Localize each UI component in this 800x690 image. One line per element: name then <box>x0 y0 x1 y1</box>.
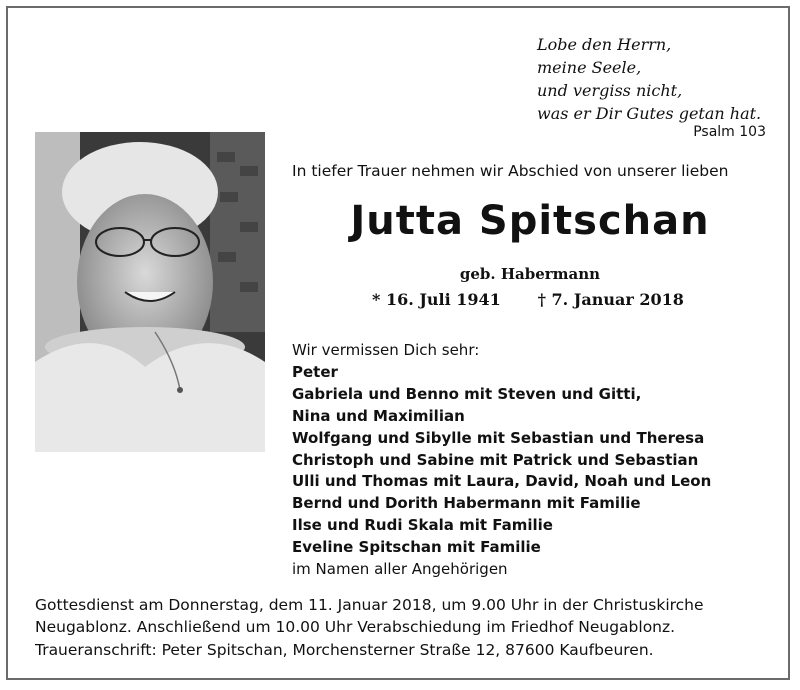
verse-line: Lobe den Herrn, <box>537 35 672 54</box>
mourning-address: Traueranschrift: Peter Spitschan, Morchensterner Straße 12, 87600 Kaufbeuren. <box>35 641 654 659</box>
birth-date: * 16. Juli 1941 <box>372 290 501 309</box>
intro-text: In tiefer Trauer nehmen wir Abschied von unserer lieben <box>292 162 729 180</box>
verse-line: und vergiss nicht, <box>537 81 683 100</box>
mourner-entry: Nina und Maximilian <box>292 406 465 425</box>
mourners-list <box>292 340 711 581</box>
deceased-name: Jutta Spitschan <box>350 198 710 244</box>
mourners-heading: Wir vermissen Dich sehr: <box>292 341 480 359</box>
portrait-photo <box>35 132 265 452</box>
service-line: Neugablonz. Anschließend um 10.00 Uhr Verabschiedung im Friedhof Neugablonz. <box>35 618 676 636</box>
mourner-entry: Wolfgang und Sibylle mit Sebastian und Theresa <box>292 428 705 447</box>
mourner-entry: Gabriela und Benno mit Steven und Gitti, <box>292 384 642 403</box>
verse-source: Psalm 103 <box>693 124 766 140</box>
service-info <box>35 594 775 638</box>
mourner-entry: Ulli und Thomas mit Laura, David, Noah und Leon <box>292 472 712 491</box>
mourners-closing: im Namen aller Angehörigen <box>292 560 508 579</box>
life-dates <box>372 290 702 309</box>
mourner-entry: Christoph und Sabine mit Patrick und Sebastian <box>292 450 699 469</box>
mourner-entry: Bernd und Dorith Habermann mit Familie <box>292 494 641 513</box>
service-line: Gottesdienst am Donnerstag, dem 11. Januar 2018, um 9.00 Uhr in der Christuskirche <box>35 596 704 614</box>
maiden-name: geb. Habermann <box>459 265 601 283</box>
verse-line: was er Dir Gutes getan hat. <box>537 104 762 123</box>
bible-verse <box>537 33 777 125</box>
mourner-entry: Peter <box>292 362 338 381</box>
mourner-entry: Eveline Spitschan mit Familie <box>292 538 541 557</box>
verse-line: meine Seele, <box>537 58 642 77</box>
death-date: † 7. Januar 2018 <box>537 290 684 309</box>
mourner-entry: Ilse und Rudi Skala mit Familie <box>292 516 553 535</box>
